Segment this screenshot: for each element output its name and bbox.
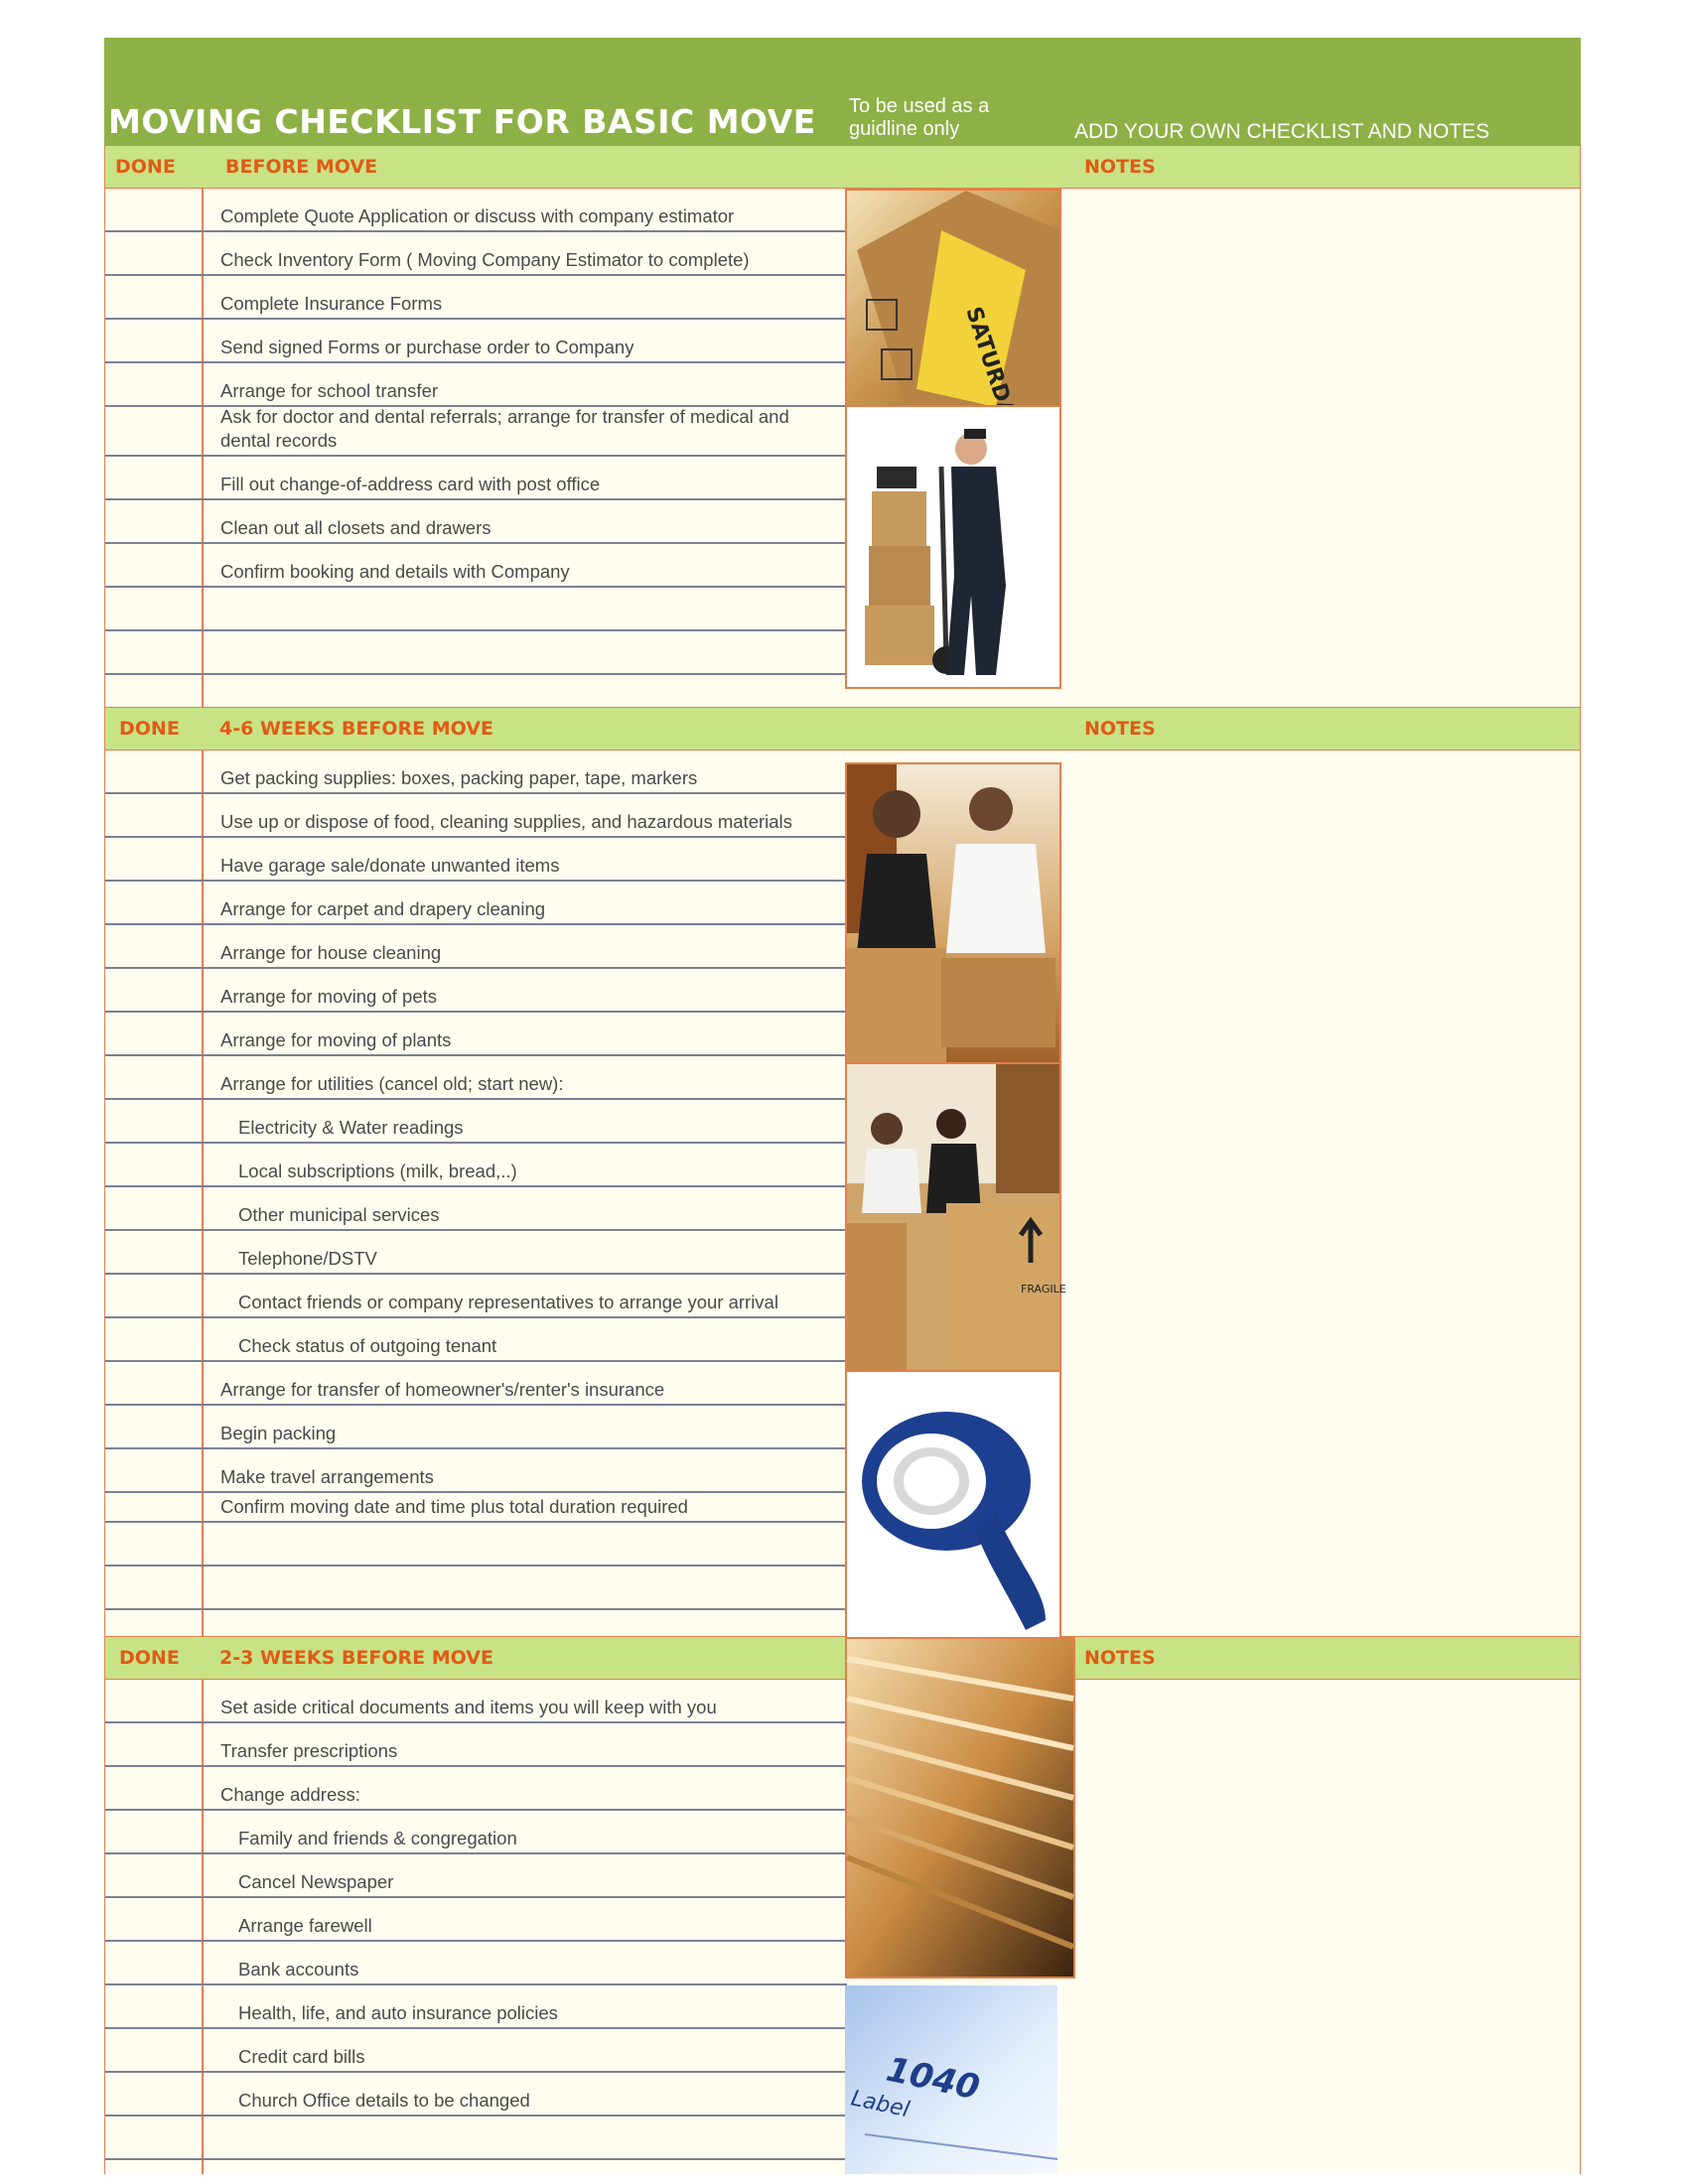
section-body-before-move [104,189,1581,707]
done-checkbox-cell[interactable] [105,1318,202,1360]
section-title: BEFORE MOVE [225,156,378,178]
checklist-item-text: Arrange for house cleaning [220,942,442,963]
checklist-item-text: Transfer prescriptions [220,1740,398,1761]
tax-form-1040-photo [845,1985,1057,2174]
checklist-row [105,882,847,925]
section-title: 2-3 WEEKS BEFORE MOVE [219,1647,493,1669]
done-checkbox-cell[interactable] [105,1056,202,1098]
checklist-row [105,969,847,1013]
checklist-item-text: Use up or dispose of food, cleaning supplies, and hazardous materials [220,811,792,832]
checklist-item-text: Get packing supplies: boxes, packing paper, tape, markers [220,767,698,788]
form-label-text: Label [848,2086,913,2123]
checklist-item-text: Arrange for carpet and drapery cleaning [220,898,546,919]
done-checkbox-cell[interactable] [105,1187,202,1229]
done-checkbox-cell[interactable] [105,1406,202,1447]
checklist-row [105,407,847,457]
checklist-item-text: Check status of outgoing tenant [238,1335,497,1356]
checklist-item-text: Check Inventory Form ( Moving Company Estimator to complete) [220,249,750,270]
notes-area[interactable] [1058,189,1580,707]
checklist-item-text: Local subscriptions (milk, bread,..) [238,1160,517,1181]
checklist-row [105,1013,847,1056]
checklist-row [105,1567,847,1610]
checklist-row [105,1056,847,1100]
section-header-2-3-weeks [104,1636,1581,1680]
checklist-row [105,457,847,500]
checklist-row [105,1100,847,1144]
checklist-item-text: Church Office details to be changed [238,2090,530,2111]
own-checklist-note: ADD YOUR OWN CHECKLIST AND NOTES [1074,120,1490,143]
checklist-item-text: Make travel arrangements [220,1466,434,1487]
done-checkbox-cell[interactable] [105,925,202,967]
checklist-row [105,363,847,407]
checklist-row [105,1406,847,1449]
checklist-row [105,1942,847,1985]
checklist-item-text: Arrange for transfer of homeowner's/renter's insurance [220,1379,665,1400]
done-checkbox-cell[interactable] [105,2029,202,2071]
checklist-item-text: Arrange for utilities (cancel old; start new): [220,1073,564,1094]
checklist-row [105,320,847,363]
done-checkbox-cell[interactable] [105,1942,202,1983]
checklist-row [105,1985,847,2029]
checklist-item-text: Telephone/DSTV [238,1248,377,1269]
done-checkbox-cell[interactable] [105,1144,202,1185]
checklist-item-text: Complete Quote Application or discuss with company estimator [220,205,735,226]
checklist-item-text: Fill out change-of-address card with post office [220,474,601,494]
done-checkbox-cell[interactable] [105,1985,202,2027]
notes-column-label: NOTES [1084,1647,1156,1669]
checklist-item-text: Health, life, and auto insurance policies [238,2002,558,2023]
checklist-row [105,1231,847,1275]
title-banner [104,38,1581,145]
done-checkbox-cell[interactable] [105,1767,202,1809]
guideline-note: To be used as a guidline only [849,95,990,140]
checklist-row [105,1811,847,1854]
checklist-item-text: Family and friends & congregation [238,1828,517,1848]
done-checkbox-cell[interactable] [105,588,202,629]
checklist-item-text: Clean out all closets and drawers [220,517,492,538]
done-checkbox-cell[interactable] [105,1275,202,1316]
done-checkbox-cell[interactable] [105,1567,202,1608]
done-checkbox-cell[interactable] [105,500,202,542]
checklist-row [105,794,847,838]
checklist-row [105,1144,847,1187]
checklist-item-text: Other municipal services [238,1204,440,1225]
checklist-item-text: Confirm booking and details with Company [220,561,570,582]
done-checkbox-cell[interactable] [105,882,202,923]
checklist-item-text: Arrange for moving of plants [220,1029,452,1050]
checklist-row [105,1187,847,1231]
done-checkbox-cell[interactable] [105,407,202,455]
checklist-row [105,1523,847,1567]
checklist-item-text: Confirm moving date and time plus total duration required [220,1496,688,1517]
notes-area[interactable] [1058,1680,1580,2174]
checklist-item-text: Have garage sale/donate unwanted items [220,855,560,876]
checklist-row [105,1275,847,1318]
page-title: MOVING CHECKLIST FOR BASIC MOVE [108,102,816,141]
checklist-item-text: Complete Insurance Forms [220,293,443,314]
checklist-item-text: Cancel Newspaper [238,1871,394,1892]
checklist-row [105,631,847,675]
checklist-row [105,2029,847,2073]
checklist-item-text: Ask for doctor and dental referrals; arrange for transfer of medical and dental records [220,406,789,451]
done-column-label: DONE [119,1647,180,1669]
checklist-item-text: Bank accounts [238,1959,359,1979]
done-checkbox-cell[interactable] [105,838,202,880]
box-label-text: SATURDAY [960,304,1025,435]
checklist-row [105,544,847,588]
done-column-label: DONE [119,718,180,740]
checklist-row [105,1854,847,1898]
checklist-row [105,189,847,232]
done-checkbox-cell[interactable] [105,189,202,230]
saturday-delivery-box-photo [845,189,1061,435]
done-checkbox-cell[interactable] [105,2073,202,2115]
done-checkbox-cell[interactable] [105,544,202,586]
done-checkbox-cell[interactable] [105,1723,202,1765]
notes-area[interactable] [1058,751,1580,1636]
packing-tape-roll-photo [845,1370,1061,1642]
checklist-item-text: Set aside critical documents and items you will keep with you [220,1697,717,1717]
checklist-item-text: Arrange for moving of pets [220,986,437,1007]
checklist-row [105,1723,847,1767]
checklist-row [105,2116,847,2160]
checklist-row [105,1493,847,1523]
checklist-row [105,1362,847,1406]
section-body-4-6-weeks [104,751,1581,1636]
done-checkbox-cell[interactable] [105,1898,202,1940]
done-checkbox-cell[interactable] [105,1362,202,1404]
couple-packing-boxes-photo [845,762,1061,1064]
checklist-row [105,925,847,969]
done-checkbox-cell[interactable] [105,1523,202,1565]
section-header-before-move [104,145,1581,189]
checklist-row [105,232,847,276]
done-checkbox-cell[interactable] [105,631,202,673]
done-checkbox-cell[interactable] [105,232,202,274]
done-checkbox-cell[interactable] [105,1013,202,1054]
fragile-text: FRAGILE [1021,1283,1066,1296]
done-checkbox-cell[interactable] [105,2116,202,2158]
done-column-label: DONE [115,156,176,178]
section-title: 4-6 WEEKS BEFORE MOVE [219,718,493,740]
done-checkbox-cell[interactable] [105,751,202,792]
notes-column-label: NOTES [1084,156,1156,178]
checklist-row [105,500,847,544]
checklist-row [105,588,847,631]
done-checkbox-cell[interactable] [105,457,202,498]
checklist-item-text: Arrange for school transfer [220,380,439,401]
checklist-item-text: Begin packing [220,1423,337,1443]
checklist-item-text: Contact friends or company representatives to arrange your arrival [238,1292,778,1312]
done-checkbox-cell[interactable] [105,1811,202,1852]
section-body-2-3-weeks [104,1680,1581,2174]
done-checkbox-cell[interactable] [105,363,202,405]
done-checkbox-cell[interactable] [105,1231,202,1273]
done-checkbox-cell[interactable] [105,794,202,836]
notes-column-label: NOTES [1084,718,1156,740]
couple-resting-among-boxes-photo [845,1062,1066,1374]
form-1040-text: 1040 [883,2049,984,2109]
checklist-item-text: Change address: [220,1784,360,1805]
checklist-row [105,1680,847,1723]
done-checkbox-cell[interactable] [105,1493,202,1521]
done-checkbox-cell[interactable] [105,1100,202,1142]
section-header-4-6-weeks [104,707,1581,751]
checklist-item-text: Credit card bills [238,2046,365,2067]
checklist-row [105,751,847,794]
checklist-row [105,1767,847,1811]
checklist-row [105,1898,847,1942]
done-checkbox-cell[interactable] [105,969,202,1011]
done-checkbox-cell[interactable] [105,1449,202,1491]
done-checkbox-cell[interactable] [105,1854,202,1896]
done-checkbox-cell[interactable] [105,1680,202,1721]
checklist-item-text: Electricity & Water readings [238,1117,464,1138]
done-checkbox-cell[interactable] [105,276,202,318]
checklist-item-text: Arrange farewell [238,1915,372,1936]
checklist-item-text: Send signed Forms or purchase order to Company [220,337,634,357]
checklist-row [105,2073,847,2116]
stacked-file-folders-photo [845,1637,1075,1979]
checklist-row [105,838,847,882]
checklist-row [105,276,847,320]
checklist-row [105,1449,847,1493]
checklist-row [105,1318,847,1362]
mover-with-hand-truck-photo [845,405,1061,689]
done-checkbox-cell[interactable] [105,320,202,361]
